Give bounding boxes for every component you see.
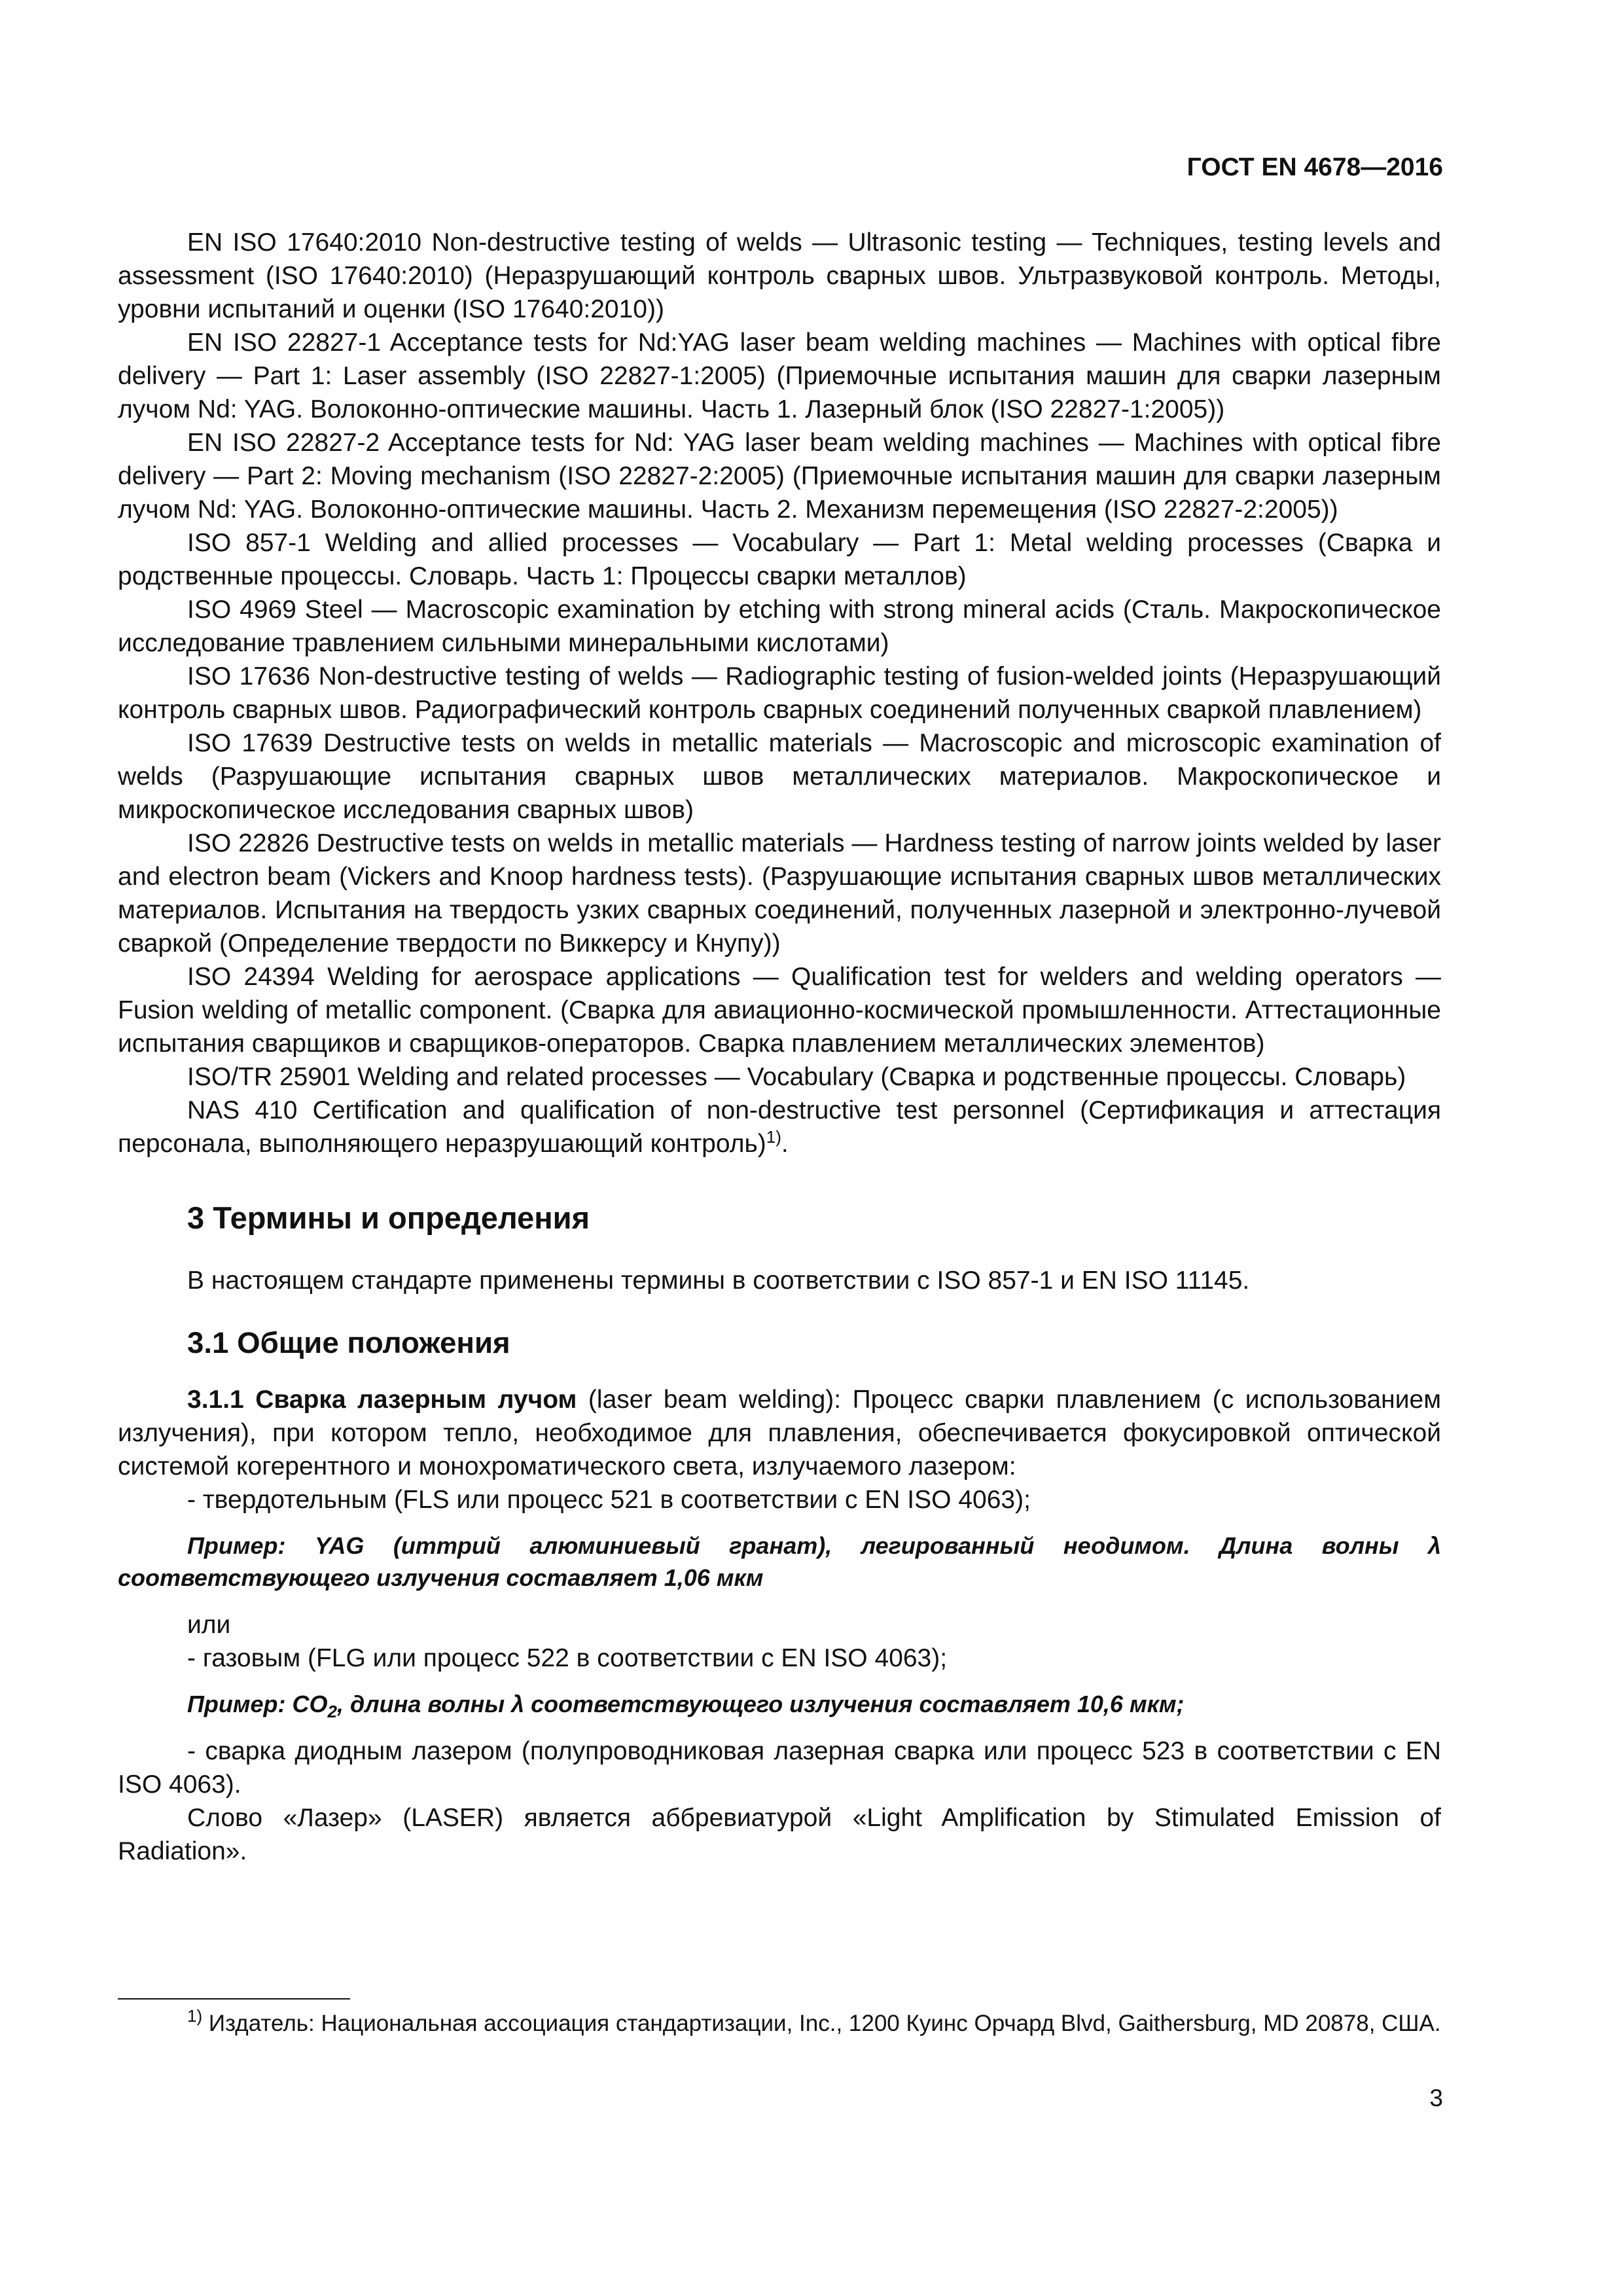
laser-abbreviation-paragraph: Слово «Лазер» (LASER) является аббревиатурой «Light Amplification by Stimulated Emission of Radiation».: [118, 1804, 1441, 1865]
footnote-reference-mark[interactable]: 1): [766, 1127, 781, 1147]
example-co2: [118, 1688, 1441, 1720]
example-yag: Пример: YAG (иттрий алюминиевый гранат), легированный неодимом. Длина волны λ соответствующего излучения составляет 1,06 мкм: [118, 1532, 1441, 1591]
list-item-gas: - газовым (FLG или процесс 522 в соответствии с EN ISO 4063);: [187, 1644, 948, 1672]
reference-nas-410-end: .: [781, 1130, 789, 1158]
page-content: [118, 226, 1441, 1868]
example-co2-subscript: 2: [327, 1702, 337, 1721]
list-item-solid-state: - твердотельным (FLS или процесс 521 в соответствии с EN ISO 4063);: [187, 1486, 1031, 1514]
subsection-heading: 3.1 Общие положения: [187, 1326, 510, 1359]
footnote-divider: [118, 1998, 350, 2000]
section-intro: В настоящем стандарте применены термины в соответствии с ISO 857-1 и EN ISO 11145.: [187, 1266, 1250, 1295]
reference-iso-22826: ISO 22826 Destructive tests on welds in metallic materials — Hardness testing of narrow joints welded by laser and electron beam (Vickers and Knoop hardness tests). (Разрушающие испытания сварных швов металлических материалов. Испытания на твердость узких сварных соединений, полученных лазерной и электронно-лучевой сваркой (Определение твердости по Виккерсу и Кнупу)): [118, 829, 1441, 958]
page-number: 3: [1429, 2085, 1443, 2111]
reference-iso-17639: ISO 17639 Destructive tests on welds in metallic materials — Macroscopic and microscopic examination of welds (Разрушающие испытания сварных швов металлических материалов. Макроскопическое и микроскопическое исследования сварных швов): [118, 729, 1441, 824]
reference-nas-410: [118, 1094, 1441, 1160]
reference-en-iso-17640: EN ISO 17640:2010 Non-destructive testing of welds — Ultrasonic testing — Techniques, testing levels and assessment (ISO 17640:2010) (Неразрушающий контроль сварных швов. Ультразвуковой контроль. Методы, уровни испытаний и оценки (ISO 17640:2010)): [118, 228, 1441, 323]
footnote-mark: 1): [187, 2006, 203, 2026]
reference-iso-17636: ISO 17636 Non-destructive testing of welds — Radiographic testing of fusion-welded joints (Неразрушающий контроль сварных швов. Радиографический контроль сварных соединений полученных сваркой плавлением): [118, 662, 1441, 724]
reference-iso-4969: ISO 4969 Steel — Macroscopic examination by etching with strong mineral acids (Сталь. Макроскопическое исследование травлением сильными минеральными кислотами): [118, 596, 1441, 657]
section-heading: 3 Термины и определения: [187, 1200, 590, 1235]
reference-nas-410-text: NAS 410 Certification and qualification of non-destructive test personnel (Сертификация и аттестация персонала, выполняющего неразрушающий контроль): [118, 1096, 1441, 1158]
example-co2-prefix: Пример: CO: [187, 1691, 328, 1717]
reference-en-iso-22827-1: EN ISO 22827-1 Acceptance tests for Nd:YAG laser beam welding machines — Machines with optical fibre delivery — Part 1: Laser assembly (ISO 22827-1:2005) (Приемочные испытания машин для сварки лазерным лучом Nd: YAG. Волоконно-оптические машины. Часть 1. Лазерный блок (ISO 22827-1:2005)): [118, 329, 1441, 423]
footnote-text: Издатель: Национальная ассоциация стандартизации, Inc., 1200 Куинс Орчард Blvd, Gaithersburg, MD 20878, США.: [202, 2011, 1441, 2036]
footnote: [118, 2008, 1441, 2039]
reference-iso-857-1: ISO 857-1 Welding and allied processes — Vocabulary — Part 1: Metal welding processes (Сварка и родственные процессы. Словарь. Часть 1: Процессы сварки металлов): [118, 529, 1441, 590]
reference-iso-24394: ISO 24394 Welding for aerospace applications — Qualification test for welders and welding operators — Fusion welding of metallic component. (Сварка для авиационно-космической промышленности. Аттестационные испытания сварщиков и сварщиков-операторов. Сварка плавлением металлических элементов): [118, 963, 1441, 1058]
list-item-diode: - сварка диодным лазером (полупроводниковая лазерная сварка или процесс 523 в соответствии с EN ISO 4063).: [118, 1737, 1441, 1799]
reference-iso-tr-25901: ISO/TR 25901 Welding and related processes — Vocabulary (Сварка и родственные процессы. Словарь): [187, 1063, 1406, 1091]
reference-en-iso-22827-2: EN ISO 22827-2 Acceptance tests for Nd: YAG laser beam welding machines — Machines with optical fibre delivery — Part 2: Moving mechanism (ISO 22827-2:2005) (Приемочные испытания машин для сварки лазерным лучом Nd: YAG. Волоконно-оптические машины. Часть 2. Механизм перемещения (ISO 22827-2:2005)): [118, 429, 1441, 524]
or-word: или: [187, 1611, 231, 1639]
term-name: 3.1.1 Сварка лазерным лучом: [187, 1386, 577, 1414]
term-definition-text: (laser beam welding): Процесс сварки плавлением (с использованием излучения), при котором тепло, необходимое для плавления, обеспечивается фокусировкой оптической системой когерентного и монохроматического света, излучаемого лазером:: [118, 1386, 1442, 1480]
example-co2-rest: , длина волны λ соответствующего излучения составляет 10,6 мкм;: [336, 1691, 1185, 1717]
document-code-header: ГОСТ EN 4678—2016: [1186, 153, 1443, 181]
term-definition: [118, 1383, 1441, 1483]
